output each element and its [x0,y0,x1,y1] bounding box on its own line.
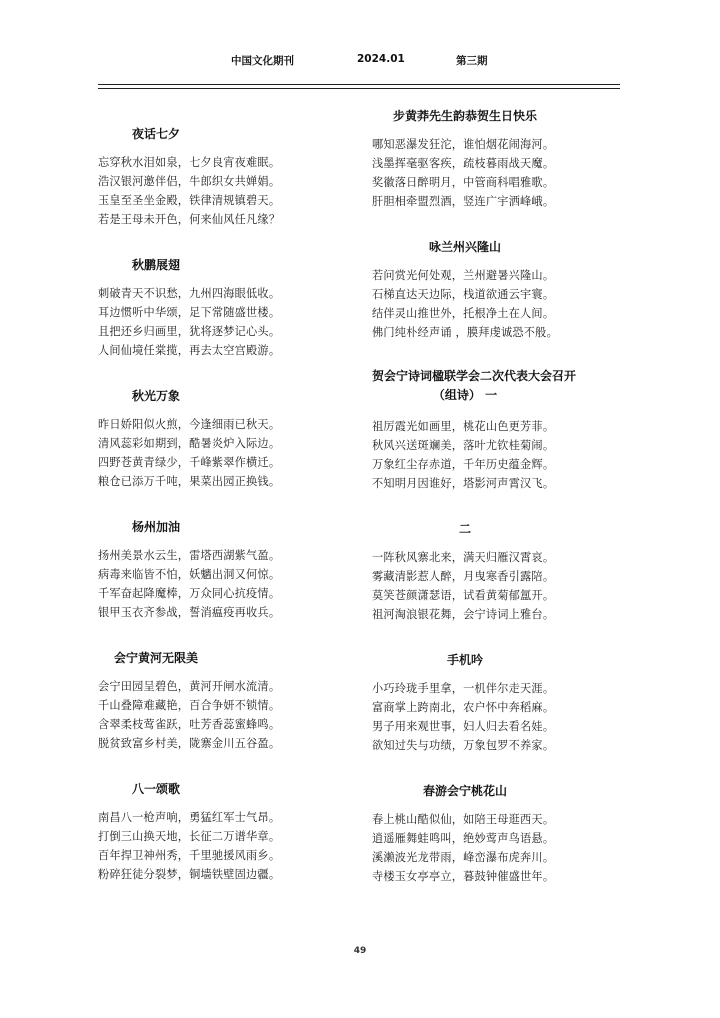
poem-line: 人间仙境任棠揽，再去太空宫殿游。 [98,344,281,357]
poem-line: 忘穿秋水泪如泉，七夕良宵夜难眠。 [98,156,281,169]
poem-line: 粉碎狂徒分裂梦，铜墙铁壁固边疆。 [98,868,281,881]
poem-body [98,677,358,753]
poem-body [98,808,358,884]
poem-line: 男子用来观世事，妇人归去看名娃。 [372,720,555,733]
poem-line: 肝胆相牵盟烈酒，竖连广宇洒峰峨。 [372,195,555,208]
poem [98,774,358,884]
poem-line: 刺破青天不识愁，九州四海眼低收。 [98,287,281,300]
poem-line: 雾藏清影惹人醉，月曳寒香引露陪。 [372,570,555,583]
poem-line: 会宁田园呈碧色，黄河开闸水流清。 [98,680,281,693]
poem [98,643,358,753]
poem [98,381,358,491]
poem-line: 一阵秋风寨北来，满天归雁汉霄哀。 [372,551,555,564]
poem-title: 手机吟 [446,653,483,667]
poem-line: 银甲玉衣齐参战，誓消瘟疫再收兵。 [98,606,281,619]
poem-line: 且把还乡归画里，犹将逐梦记心头。 [98,325,281,338]
poem-line: 扬州美景水云生，雷塔西湖紫气盈。 [98,549,281,562]
poem-title: 杨州加油 [131,520,180,534]
poem-line: 若问赏光何处观，兰州避暑兴隆山。 [372,269,555,282]
header-rule-top [98,84,620,85]
poem [98,250,358,360]
poem-body [98,415,358,491]
poem [372,101,632,211]
poem-line: 脱贫致富乡村美，陇寨金川五谷盈。 [98,737,281,750]
poem-line: 病毒来临皆不怕，妖魑出洞又何惊。 [98,568,281,581]
poem [372,514,632,624]
issue-date: 2024.01 [357,53,405,65]
poem-title: 八一颂歌 [131,782,180,796]
poem-line: 溪濑波光龙带雨，峰峦瀑布虎奔川。 [372,851,555,864]
poem-title: 步黄莽先生韵恭贺生日快乐 [392,109,537,123]
page-number: 49 [353,946,367,956]
poem-line: 耳边惯听中华颂，足下常随盛世楼。 [98,306,281,319]
header-rule-bottom [98,88,620,89]
poem-line: 佛门纯朴经声诵 ，膜拜虔诚恐不般。 [372,326,558,339]
poem-line: 不知明月因谁好，塔影河声霄汉飞。 [372,477,555,490]
poem-line: 四野苍黄青绿少，千峰紫翠作横迁。 [98,456,281,469]
poem-line: 石梯直达天边际，栈道欲通云宇寰。 [372,288,555,301]
poem-line: 哪知恶瀑发狂沱，谁怕烟花闹海河。 [372,138,555,151]
page-header [0,53,720,69]
poem-title-line: （组诗） 一 [432,388,498,402]
issue-number: 第三期 [456,55,488,67]
journal-name: 中国文化期刊 [231,55,294,67]
poem-line: 玉皇至圣坐金殿，铁律清规镇碧天。 [98,194,281,207]
poem-line: 逍遥雁舞蛙鸣叫，绝妙莺声鸟语悬。 [372,832,555,845]
poem-body [372,417,632,493]
poem-body [98,546,358,622]
poem-line: 结伴灵山推世外，托根净土在人间。 [372,307,555,320]
poem-line: 欲知过失与功绩，万象包罗不养家。 [372,739,555,752]
poem-title: 秋光万象 [131,389,180,403]
poem-line: 清风蕊彩如期到，酷暑炎炉入际边。 [98,437,281,450]
right-column [372,101,632,907]
poem [98,512,358,622]
poem-line: 寺楼玉女亭亭立，暮鼓钟催盛世年。 [372,870,555,883]
poem-line: 秋风兴送斑斓美，落叶尤钦桂菊闹。 [372,439,555,452]
poem-line: 昨日娇阳似火煎，今逢细雨已秋天。 [98,418,281,431]
poem-title [372,363,577,407]
poem-line: 千军奋起降魔棒，万众同心抗疫情。 [98,587,281,600]
poem [372,776,632,886]
poem-line: 百年捍卫神州秀，千里驰援风雨乡。 [98,849,281,862]
left-column [98,119,358,905]
poem-body [372,266,632,342]
poem [98,119,358,229]
poem-line: 春上桃山酷似仙，如陪王母逛西天。 [372,813,555,826]
poem-body [372,135,632,211]
poem-line: 祖厉霞光如画里，桃花山色更芳菲。 [372,420,555,433]
poem-line: 打倒三山换天地，长征二万谱华章。 [98,830,281,843]
poem-line: 粮仓已添万千吨，果菜出园正换钱。 [98,475,281,488]
poem-title-line: 贺会宁诗词楹联学会二次代表大会召开 [372,369,577,383]
poem [372,232,632,342]
poem-line: 浩汉银河邀伴侣，牛郎织女共婵娟。 [98,175,281,188]
poem-title: 秋鹏展翅 [131,258,180,272]
poem-line: 浅墨挥毫驱客疾，疏枝暮雨战天魔。 [372,157,555,170]
poem-line: 含翠柔枝莺雀跃，吐芳香蕊蜜蜂鸣。 [98,718,281,731]
poem-body [98,284,358,360]
poem-title: 咏兰州兴隆山 [428,240,501,254]
poem-line: 万象红尘存赤道，千年历史蕴金辉。 [372,458,555,471]
poem-line: 若是王母未开色，何来仙风任凡缘？ [98,213,281,226]
poem-title: 春游会宁桃花山 [422,784,507,798]
poem-body [372,810,632,886]
poem-line: 富商掌上跨南北，农户怀中奔稻麻。 [372,701,555,714]
poem-body [98,153,358,229]
poem [372,363,632,493]
poem-line: 小巧玲珑手里拿，一机伴尔走天涯。 [372,682,555,695]
poem-line: 莫笑苍颜潇瑟语，试看黄菊郁氲开。 [372,589,555,602]
poem-line: 奖徽落日醉明月，中管商科唱雅歌。 [372,176,555,189]
poem-title: 二 [458,522,471,536]
poem-body [372,548,632,624]
poem [372,645,632,755]
poem-line: 千山叠障难藏艳，百合争妍不锁情。 [98,699,281,712]
poem-line: 祖河淘浪银花舞，会宁诗词上雅台。 [372,608,555,621]
poem-title: 会宁黄河无限美 [113,651,198,665]
poem-title: 夜话七夕 [131,127,180,141]
poem-line: 南昌八一枪声响，勇猛红军士气昂。 [98,811,281,824]
poem-body [372,679,632,755]
